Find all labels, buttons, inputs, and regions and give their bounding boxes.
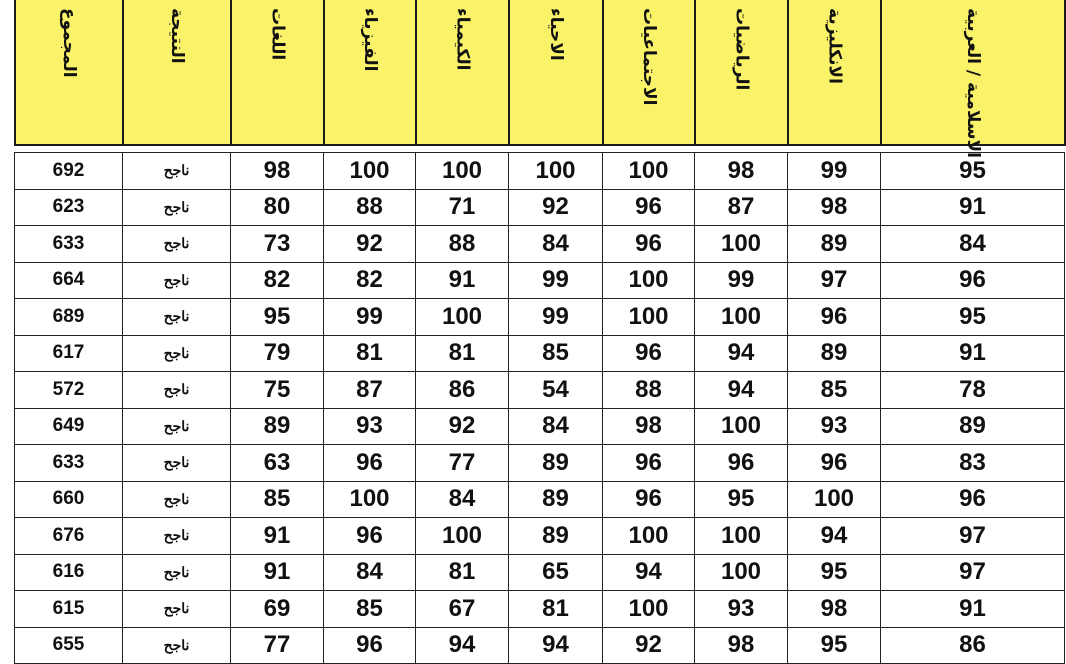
grade-cell: 97 <box>881 554 1065 591</box>
grade-cell: 92 <box>324 226 416 263</box>
grade-cell: 84 <box>509 226 603 263</box>
grade-cell: 98 <box>603 408 695 445</box>
total-cell: 649 <box>15 408 123 445</box>
grade-cell: 89 <box>509 481 603 518</box>
grade-cell: 100 <box>695 299 788 336</box>
grade-cell: 99 <box>695 262 788 299</box>
result-cell: ناجح <box>123 335 231 372</box>
total-cell: 623 <box>15 189 123 226</box>
grade-cell: 94 <box>416 627 509 664</box>
grade-cell: 91 <box>881 591 1065 628</box>
column-header <box>881 0 1065 158</box>
column-header-label: اللغات <box>267 8 288 61</box>
grade-cell: 99 <box>324 299 416 336</box>
grade-cell: 89 <box>231 408 324 445</box>
result-cell: ناجح <box>123 262 231 299</box>
table-row <box>15 335 1065 372</box>
column-header-label: المجموع <box>59 8 79 78</box>
grade-cell: 100 <box>603 591 695 628</box>
grade-cell: 85 <box>509 335 603 372</box>
table-row <box>15 445 1065 482</box>
result-cell: ناجح <box>123 445 231 482</box>
grade-cell: 100 <box>788 481 881 518</box>
grade-cell: 79 <box>231 335 324 372</box>
grade-cell: 99 <box>509 299 603 336</box>
grade-cell: 98 <box>231 153 324 190</box>
result-cell: ناجح <box>123 153 231 190</box>
result-cell: ناجح <box>123 299 231 336</box>
grade-cell: 100 <box>695 226 788 263</box>
column-header <box>324 0 416 145</box>
grade-cell: 77 <box>231 627 324 664</box>
grade-cell: 95 <box>788 554 881 591</box>
grade-cell: 100 <box>603 262 695 299</box>
grade-cell: 69 <box>231 591 324 628</box>
grade-cell: 98 <box>788 189 881 226</box>
column-header-label: الاسلامية / العربية <box>963 8 983 158</box>
result-cell: ناجح <box>123 189 231 226</box>
grade-cell: 87 <box>324 372 416 409</box>
grade-cell: 100 <box>603 518 695 555</box>
grade-cell: 84 <box>324 554 416 591</box>
grade-cell: 100 <box>695 408 788 445</box>
grade-cell: 88 <box>416 226 509 263</box>
grade-cell: 96 <box>324 627 416 664</box>
grade-cell: 94 <box>603 554 695 591</box>
grade-cell: 96 <box>695 445 788 482</box>
table-row <box>15 226 1065 263</box>
grade-cell: 89 <box>509 445 603 482</box>
grade-cell: 81 <box>416 554 509 591</box>
grade-cell: 88 <box>603 372 695 409</box>
grade-cell: 94 <box>695 335 788 372</box>
grade-cell: 77 <box>416 445 509 482</box>
grade-cell: 80 <box>231 189 324 226</box>
column-header <box>416 0 509 145</box>
table-row <box>15 153 1065 190</box>
grade-cell: 78 <box>881 372 1065 409</box>
column-header <box>603 0 695 145</box>
grade-cell: 85 <box>231 481 324 518</box>
grade-cell: 84 <box>416 481 509 518</box>
result-cell: ناجح <box>123 372 231 409</box>
table-row <box>15 481 1065 518</box>
grades-table <box>14 152 1065 664</box>
total-cell: 633 <box>15 445 123 482</box>
grade-cell: 100 <box>416 518 509 555</box>
grade-cell: 67 <box>416 591 509 628</box>
column-header <box>123 0 231 145</box>
grade-cell: 88 <box>324 189 416 226</box>
total-cell: 660 <box>15 481 123 518</box>
grade-cell: 96 <box>603 335 695 372</box>
result-cell: ناجح <box>123 481 231 518</box>
grade-cell: 84 <box>509 408 603 445</box>
grade-cell: 81 <box>324 335 416 372</box>
grade-cell: 97 <box>881 518 1065 555</box>
total-cell: 676 <box>15 518 123 555</box>
column-header <box>231 0 324 145</box>
table-row <box>15 518 1065 555</box>
grade-cell: 93 <box>695 591 788 628</box>
grade-cell: 65 <box>509 554 603 591</box>
grade-cell: 100 <box>509 153 603 190</box>
grade-cell: 99 <box>509 262 603 299</box>
total-cell: 615 <box>15 591 123 628</box>
grade-cell: 96 <box>603 189 695 226</box>
grade-cell: 89 <box>788 226 881 263</box>
grade-cell: 95 <box>788 627 881 664</box>
grade-cell: 96 <box>603 226 695 263</box>
total-cell: 633 <box>15 226 123 263</box>
column-header-label: الرياضيات <box>731 8 752 91</box>
grade-cell: 84 <box>881 226 1065 263</box>
column-header <box>15 0 123 145</box>
grade-cell: 89 <box>788 335 881 372</box>
grade-cell: 94 <box>695 372 788 409</box>
total-cell: 617 <box>15 335 123 372</box>
grade-cell: 71 <box>416 189 509 226</box>
grade-cell: 99 <box>788 153 881 190</box>
result-cell: ناجح <box>123 408 231 445</box>
grade-cell: 63 <box>231 445 324 482</box>
column-header-label: الاجتماعيات <box>639 8 659 106</box>
grade-cell: 98 <box>695 153 788 190</box>
table-row <box>15 554 1065 591</box>
grade-cell: 94 <box>509 627 603 664</box>
grade-cell: 96 <box>324 445 416 482</box>
total-cell: 655 <box>15 627 123 664</box>
result-cell: ناجح <box>123 226 231 263</box>
grade-cell: 93 <box>788 408 881 445</box>
total-cell: 616 <box>15 554 123 591</box>
grade-cell: 100 <box>603 299 695 336</box>
table-row <box>15 408 1065 445</box>
grade-cell: 96 <box>788 445 881 482</box>
table-row <box>15 372 1065 409</box>
grade-cell: 95 <box>881 153 1065 190</box>
grade-cell: 96 <box>881 262 1065 299</box>
column-header-label: النتيجة <box>167 8 187 64</box>
table-row <box>15 299 1065 336</box>
grade-cell: 95 <box>695 481 788 518</box>
grade-cell: 83 <box>881 445 1065 482</box>
grade-cell: 95 <box>231 299 324 336</box>
table-row <box>15 189 1065 226</box>
column-header <box>509 0 603 145</box>
grade-cell: 100 <box>695 518 788 555</box>
column-header <box>695 0 788 145</box>
result-cell: ناجح <box>123 554 231 591</box>
grade-cell: 96 <box>603 481 695 518</box>
header-row <box>15 0 1065 145</box>
grade-cell: 93 <box>324 408 416 445</box>
grade-cell: 85 <box>788 372 881 409</box>
grade-cell: 73 <box>231 226 324 263</box>
grade-cell: 98 <box>695 627 788 664</box>
header-table <box>14 0 1066 158</box>
grade-cell: 91 <box>231 518 324 555</box>
result-cell: ناجح <box>123 627 231 664</box>
table-row <box>15 591 1065 628</box>
grade-cell: 100 <box>324 481 416 518</box>
grade-cell: 96 <box>788 299 881 336</box>
total-cell: 664 <box>15 262 123 299</box>
column-header <box>788 0 881 145</box>
grade-cell: 91 <box>416 262 509 299</box>
grade-cell: 85 <box>324 591 416 628</box>
grade-cell: 87 <box>695 189 788 226</box>
grade-cell: 92 <box>509 189 603 226</box>
grade-cell: 54 <box>509 372 603 409</box>
grade-cell: 89 <box>881 408 1065 445</box>
grade-cell: 75 <box>231 372 324 409</box>
grades-sheet <box>14 0 986 659</box>
grade-cell: 100 <box>695 554 788 591</box>
grades-table-body <box>15 153 1065 664</box>
grade-cell: 81 <box>509 591 603 628</box>
grade-cell: 89 <box>509 518 603 555</box>
table-row <box>15 262 1065 299</box>
table-row <box>15 627 1065 664</box>
grade-cell: 92 <box>416 408 509 445</box>
grade-cell: 98 <box>788 591 881 628</box>
column-header-label: الاحياء <box>546 8 566 61</box>
grade-cell: 82 <box>231 262 324 299</box>
column-header-label: الانكليزية <box>824 8 845 84</box>
grade-cell: 86 <box>881 627 1065 664</box>
total-cell: 689 <box>15 299 123 336</box>
column-header-label: الكيمياء <box>452 8 473 71</box>
grade-cell: 100 <box>603 153 695 190</box>
grade-cell: 100 <box>324 153 416 190</box>
grade-cell: 91 <box>231 554 324 591</box>
result-cell: ناجح <box>123 591 231 628</box>
grade-cell: 96 <box>603 445 695 482</box>
column-header-label: الفيزياء <box>360 8 380 72</box>
grade-cell: 82 <box>324 262 416 299</box>
grade-cell: 92 <box>603 627 695 664</box>
grade-cell: 100 <box>416 153 509 190</box>
grade-cell: 95 <box>881 299 1065 336</box>
grade-cell: 81 <box>416 335 509 372</box>
grade-cell: 91 <box>881 335 1065 372</box>
grade-cell: 100 <box>416 299 509 336</box>
grade-cell: 96 <box>324 518 416 555</box>
total-cell: 572 <box>15 372 123 409</box>
total-cell: 692 <box>15 153 123 190</box>
grade-cell: 86 <box>416 372 509 409</box>
grade-cell: 94 <box>788 518 881 555</box>
grade-cell: 97 <box>788 262 881 299</box>
grade-cell: 91 <box>881 189 1065 226</box>
grade-cell: 96 <box>881 481 1065 518</box>
result-cell: ناجح <box>123 518 231 555</box>
